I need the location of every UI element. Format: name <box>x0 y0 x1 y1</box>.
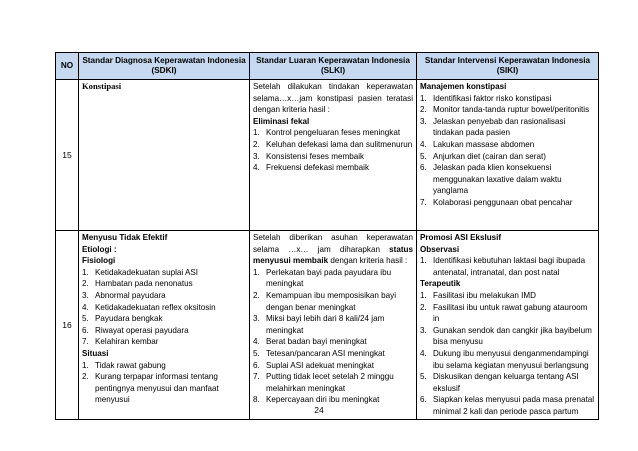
intervention-title: Manajemen konstipasi <box>420 82 507 91</box>
list-item-text: Suplai ASI adekuat meningkat <box>266 360 374 370</box>
list-item-number: 4. <box>420 139 427 149</box>
list-item <box>253 162 413 174</box>
list-item <box>420 348 595 371</box>
outcome-cell <box>250 80 417 231</box>
list-item-text: Perlekatan bayi pada payudara ibu meningkat <box>266 267 392 289</box>
list-item-text: Miksi bayi lebih dari 8 kali/24 jam meningkat <box>266 314 385 335</box>
list-item <box>420 93 595 105</box>
list-item-text: Monitor tanda-tanda ruptur bowel/peritonitis <box>433 105 590 115</box>
list-item-number: 4. <box>82 302 89 312</box>
outcome-intro <box>253 232 413 267</box>
list-item <box>82 325 246 337</box>
list-item-text: Kepercayaan diri ibu meningkat <box>266 395 380 405</box>
header-sdki: Standar Diagnosa Keperawatan Indonesia (SDKI) <box>79 53 250 80</box>
list-item-number: 1. <box>420 256 427 266</box>
list-item-text: Keluhan defekasi lama dan sulitmenurun <box>266 139 413 149</box>
list-item-text: Anjurkan diet (cairan dan serat) <box>433 151 546 161</box>
list-item-number: 1. <box>253 128 260 138</box>
list-item-text: Hambatan pada nenonatus <box>95 279 193 289</box>
list-item-number: 3. <box>420 325 427 335</box>
list-item-text: Ketidakadekuatan reflex oksitosin <box>95 302 216 312</box>
page-number: 24 <box>314 405 324 415</box>
list-item <box>253 127 413 139</box>
list-item <box>253 267 413 290</box>
list-item-number: 6. <box>253 360 260 370</box>
list-item <box>253 348 413 360</box>
outcome-intro-start: Setelah diberikan asuhan keperawatan selama …x… jam diharapkan <box>253 233 413 254</box>
list-item-number: 6. <box>420 395 427 405</box>
list-item-text: Identifikasi faktor risko konstipasi <box>433 93 552 103</box>
situasi-list <box>82 360 246 406</box>
list-item-number: 5. <box>253 348 260 358</box>
list-item-text: Kemampuan ibu memposisikan bayi dengan benar meningkat <box>266 290 397 312</box>
list-item-text: Jelaskan pada klien konsekuensi menggunakan laxative dalam waktu yanglama <box>433 163 562 196</box>
header-slki: Standar Luaran Keperawatan Indonesia (SLKI) <box>250 53 417 80</box>
list-item-number: 1. <box>420 93 427 103</box>
header-siki: Standar Intervensi Keperawatan Indonesia (SIKI) <box>417 53 599 80</box>
list-item <box>420 104 595 116</box>
list-item <box>420 255 595 278</box>
list-item <box>82 267 246 279</box>
list-item-text: Riwayat operasi payudara <box>95 325 189 335</box>
list-item-number: 5. <box>420 151 427 161</box>
diagnosis-cell <box>79 80 250 231</box>
list-item-number: 1. <box>82 360 89 370</box>
terapeutik-label: Terapeutik <box>420 279 461 289</box>
list-item-number: 4. <box>253 337 260 347</box>
list-item-number: 4. <box>420 348 427 358</box>
list-item-number: 5. <box>420 372 427 382</box>
list-item <box>420 151 595 163</box>
outcome-cell <box>250 231 417 420</box>
outcome-intro-status: status menyusui membaik <box>253 244 413 266</box>
list-item <box>420 302 595 325</box>
list-item-number: 2. <box>420 302 427 312</box>
list-item <box>420 290 595 302</box>
list-item-text: Kurang terpapar informasi tentang pentingnya menyusui dan manfaat menyusui <box>95 372 219 405</box>
intervention-cell <box>417 231 599 420</box>
list-item-number: 2. <box>82 372 89 382</box>
list-item <box>420 116 595 139</box>
nursing-care-table-page <box>55 52 598 420</box>
list-item-number: 5. <box>82 314 89 324</box>
list-item <box>420 371 595 394</box>
table-header-row <box>56 53 599 80</box>
list-item-text: Putting tidak lecet setelah 2 minggu melahirkan meningkat <box>266 372 394 393</box>
fisiologi-label: Fisiologi <box>82 256 116 266</box>
list-item <box>253 151 413 163</box>
list-item-text: Abnormal payudara <box>95 290 166 300</box>
list-item <box>253 290 413 313</box>
intervention-list <box>420 93 595 209</box>
list-item-text: Ketidakadekuatan suplai ASI <box>95 267 199 277</box>
list-item-text: Dukung ibu menyusui denganmendampingi ibu selama kegiatan menyusui berlangsung <box>433 348 589 370</box>
diagnosis-title: Menyusu Tidak Efektif <box>82 233 168 242</box>
outcome-list <box>253 127 413 173</box>
intervention-title: Promosi ASI Ekslusif <box>420 233 502 242</box>
fisiologi-list <box>82 267 246 348</box>
list-item-text: Kontrol pengeluaran feses meningkat <box>266 128 401 138</box>
table-row-16 <box>56 231 599 420</box>
list-item-text: Tetesan/pancaran ASI meningkat <box>266 348 385 358</box>
nursing-care-table <box>55 52 599 420</box>
list-item <box>253 360 413 372</box>
list-item <box>82 290 246 302</box>
observasi-list <box>420 255 595 278</box>
list-item <box>82 360 246 372</box>
list-item-number: 2. <box>420 105 427 115</box>
outcome-intro-end: dengan kriteria hasil : <box>328 256 408 266</box>
list-item <box>82 313 246 325</box>
outcome-intro: Setelah dilakukan tindakan keperawatan selama…x…jam konstipasi pasien teratasi dengan kriteria hasil : <box>253 82 413 115</box>
list-item-text: Frekuensi defekasi membaik <box>266 163 370 173</box>
list-item-text: Tidak rawat gabung <box>95 360 166 370</box>
outcome-title: Eliminasi fekal <box>253 116 310 126</box>
list-item-text: Diskusikan dengan keluarga tentang ASI ekslusif <box>433 372 579 393</box>
list-item-number: 7. <box>82 337 89 347</box>
list-item-number: 3. <box>82 290 89 300</box>
list-item-number: 3. <box>420 116 427 126</box>
situasi-label: Situasi <box>82 348 109 358</box>
diagnosis-cell <box>79 231 250 420</box>
etiologi-label: Etiologi : <box>82 244 117 254</box>
list-item <box>420 325 595 348</box>
list-item <box>420 197 595 209</box>
list-item <box>82 336 246 348</box>
observasi-label: Observasi <box>420 244 460 254</box>
terapeutik-list <box>420 290 595 418</box>
list-item-text: Siapkan kelas menyusui pada masa prenatal minimal 2 kali dan periode pasca partum <box>433 395 595 416</box>
list-item-number: 3. <box>253 314 260 324</box>
list-item-number: 1. <box>420 290 427 300</box>
list-item-text: Fasilitasi ibu untuk rawat gabung atauroom in <box>433 302 588 324</box>
list-item <box>253 336 413 348</box>
intervention-cell <box>417 80 599 231</box>
list-item-text: Identifikasi kebutuhan laktasi bagi ibupada antenatal, intranatal, dan post natal <box>433 256 586 277</box>
list-item-number: 7. <box>253 372 260 382</box>
list-item <box>82 302 246 314</box>
list-item <box>82 371 246 406</box>
list-item-number: 8. <box>253 395 260 405</box>
list-item-number: 6. <box>82 325 89 335</box>
list-item <box>420 162 595 197</box>
row-number: 15 <box>56 80 79 231</box>
list-item-text: Payudara bengkak <box>95 314 163 324</box>
list-item-text: Jelaskan penyebab dan rasionalisasi tindakan pada pasien <box>433 116 566 138</box>
list-item <box>253 313 413 336</box>
outcome-list <box>253 267 413 406</box>
list-item-text: Berat badan bayi meningkat <box>266 337 367 347</box>
list-item-text: Fasilitasi ibu melakukan IMD <box>433 290 537 300</box>
list-item-text: Kolaborasi penggunaan obat pencahar <box>433 197 573 207</box>
diagnosis-title: Konstipasi <box>82 81 122 91</box>
list-item-text: Kelahiran kembar <box>95 337 159 347</box>
list-item-number: 2. <box>253 290 260 300</box>
list-item-number: 6. <box>420 163 427 173</box>
list-item-number: 3. <box>253 151 260 161</box>
list-item-text: Gunakan sendok dan cangkir jika bayibelum bisa menyusu <box>433 325 592 347</box>
list-item <box>420 139 595 151</box>
list-item-number: 1. <box>82 267 89 277</box>
row-number: 16 <box>56 231 79 420</box>
list-item-number: 4. <box>253 163 260 173</box>
list-item <box>82 278 246 290</box>
table-row-15 <box>56 80 599 231</box>
list-item-text: Lakukan massase abdomen <box>433 139 535 149</box>
list-item-number: 2. <box>82 279 89 289</box>
list-item <box>253 371 413 394</box>
list-item-number: 2. <box>253 139 260 149</box>
list-item <box>253 139 413 151</box>
list-item-number: 1. <box>253 267 260 277</box>
list-item-text: Konsistensi feses membaik <box>266 151 365 161</box>
list-item-number: 7. <box>420 197 427 207</box>
header-no: NO <box>56 53 79 80</box>
